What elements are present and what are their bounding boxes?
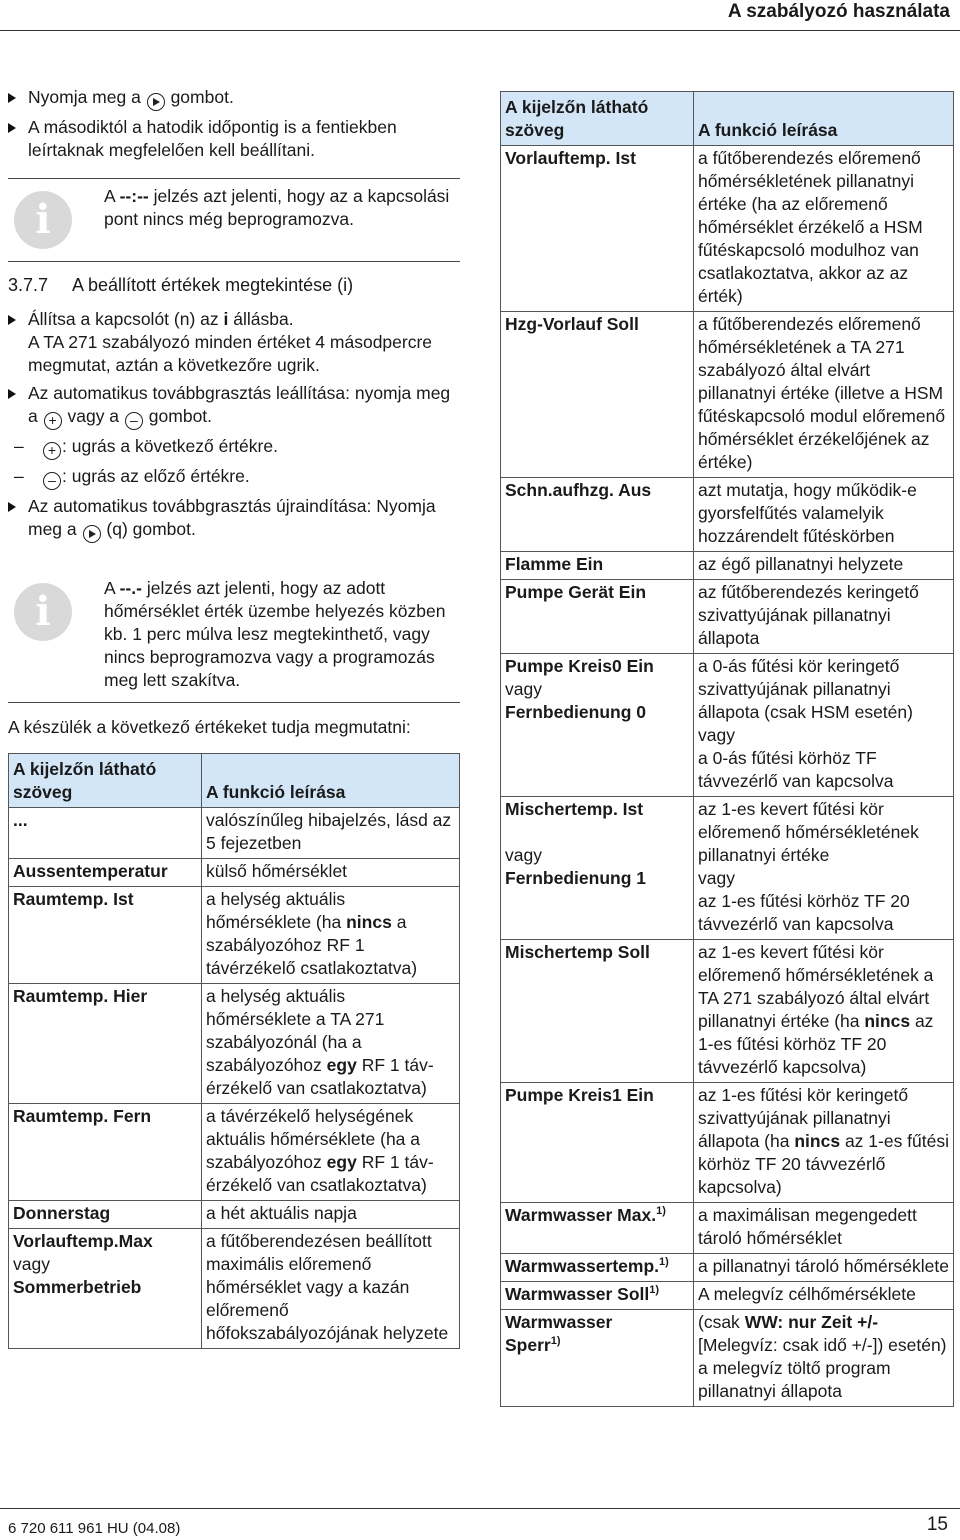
- desc-text: RF 1 táv-érzékelő van csatlakoztatva): [206, 1055, 434, 1098]
- right-column: [500, 91, 954, 1407]
- plus-button-icon: +: [44, 412, 62, 430]
- plus-button-icon: +: [43, 442, 61, 460]
- bullet-text: A TA 271 szabályozó minden értéket 4 másodpercre megmutat, aztán a következőre ugrik.: [28, 332, 433, 375]
- table-key: Flamme Ein: [501, 552, 694, 580]
- table-row: [501, 1282, 954, 1310]
- desc-text: az 1-es fűtési körhöz TF 20 távvezérlő kapcsolva): [698, 1131, 950, 1197]
- section-heading: [8, 274, 460, 297]
- table-desc: a maximálisan megengedett tároló hőmérséklet: [694, 1203, 954, 1254]
- table-row: [501, 312, 954, 478]
- table-desc: [694, 940, 954, 1083]
- info-code: --:--: [119, 186, 149, 206]
- table-header: A funkció leírása: [694, 92, 954, 146]
- table-key: Aussentemperatur: [9, 859, 202, 887]
- bullet-text: gombot.: [170, 87, 234, 107]
- table-header: A kijelzőn látható szöveg: [9, 754, 202, 808]
- minus-button-icon: –: [43, 472, 61, 490]
- table-intro: A készülék a következő értékeket tudja megmutatni:: [8, 717, 411, 737]
- table-key: ...: [9, 808, 202, 859]
- key-text: Warmwasser Soll: [505, 1284, 650, 1304]
- bullet-restart-scroll: [8, 495, 460, 543]
- table-header-row: [9, 754, 460, 808]
- bullet-set-times: A másodiktól a hatodik időpontig is a fentiekben leírtaknak megfelelően kell beállítani.: [8, 116, 460, 162]
- table-desc: az fűtőberendezés keringető szivattyújának pillanatnyi állapota: [694, 580, 954, 654]
- table-row: [501, 654, 954, 797]
- table-key: Mischertemp Soll: [501, 940, 694, 1083]
- table-key: [501, 797, 694, 940]
- desc-text: RF 1 táv-érzékelő van csatlakoztatva): [206, 1152, 434, 1195]
- footnote-mark: 1): [659, 1256, 669, 1269]
- info-icon: i: [14, 583, 72, 641]
- dash-text: : ugrás a következő értékre.: [62, 436, 278, 456]
- table-desc: [202, 887, 460, 984]
- table-key: Hzg-Vorlauf Soll: [501, 312, 694, 478]
- key-text: Sperr: [505, 1335, 551, 1355]
- header-rule: [0, 30, 960, 31]
- desc-text: [Melegvíz: csak idő +/-]) esetén) a melegvíz töltő program pillanatnyi állapota: [698, 1335, 947, 1401]
- play-button-icon: [83, 525, 101, 543]
- page-header-title: A szabályozó használata: [727, 1, 950, 22]
- table-row: [501, 1083, 954, 1203]
- table-desc: [202, 1104, 460, 1201]
- table-desc: [694, 654, 954, 797]
- info-box-not-ready: [8, 565, 460, 703]
- key-text: Mischertemp. Ist: [505, 799, 644, 819]
- table-key: [501, 1203, 694, 1254]
- desc-bold: egy: [326, 1055, 357, 1075]
- table-row: [9, 984, 460, 1104]
- table-key: Pumpe Gerät Ein: [501, 580, 694, 654]
- desc-text: a 0-ás fűtési körhöz TF távvezérlő van kapcsolva: [698, 748, 894, 791]
- table-desc: [694, 1310, 954, 1407]
- document-id: 6 720 611 961 HU (04.08): [8, 1520, 181, 1537]
- bullet-text: Állítsa a kapcsolót (n) az: [28, 309, 219, 329]
- table-key: [501, 654, 694, 797]
- desc-text: (csak: [698, 1312, 740, 1332]
- dash-item-prev: [8, 465, 460, 490]
- table-desc: azt mutatja, hogy működik-e gyorsfelfűtés valamelyik hozzárendelt fűtéskörben: [694, 478, 954, 552]
- dash-item-next: [8, 435, 460, 460]
- table-row: [501, 797, 954, 940]
- info-code: --.-: [119, 578, 142, 598]
- table-row: [9, 1229, 460, 1349]
- desc-text: az 1-es kevert fűtési kör előremenő hőmérsékletének pillanatnyi értéke: [698, 799, 919, 865]
- dash-text: : ugrás az előző értékre.: [62, 466, 250, 486]
- table-desc: [694, 1083, 954, 1203]
- key-text: Sommerbetrieb: [13, 1277, 142, 1297]
- table-desc: a fűtőberendezés előremenő hőmérsékletének pillanatnyi értéke (ha az előremenő hőmérséklet érzékelő a HSM fűtéskapcsoló modulhoz van csatlakoztatva, akkor az az érték): [694, 146, 954, 312]
- footnote-mark: 1): [656, 1205, 666, 1218]
- info-text: jelzés azt jelenti, hogy az adott hőmérséklet érték üzembe helyezés közben kb. 1 perc múlva lesz megtekinthető, vagy nincs beprogramozva vagy a programozás meg lett szakítva.: [104, 578, 446, 690]
- desc-text: az 1-es fűtési körhöz TF 20 távvezérlő kapcsolva): [698, 1011, 934, 1077]
- desc-text: az 1-es fűtési kör keringető szivattyújának pillanatnyi állapota (ha: [698, 1085, 909, 1151]
- table-row: [9, 1104, 460, 1201]
- section-number: 3.7.7: [8, 275, 49, 295]
- table-desc: a pillanatnyi tároló hőmérséklete: [694, 1254, 954, 1282]
- table-desc: a fűtőberendezésen beállított maximális előremenő hőmérséklet vagy a kazán előremenő hőfokszabályozójának helyzete: [202, 1229, 460, 1349]
- table-desc: a fűtőberendezés előremenő hőmérsékletének a TA 271 szabályozó által elvárt pillanatnyi értéke (illetve a HSM fűtéskapcsoló modul előremenő hőmérséklet érzékelőjének az értéke): [694, 312, 954, 478]
- key-text: Warmwasser: [505, 1312, 613, 1332]
- table-desc: [202, 984, 460, 1104]
- key-text: Warmwasser Max.: [505, 1205, 657, 1225]
- table-desc: az égő pillanatnyi helyzete: [694, 552, 954, 580]
- desc-text: a helység aktuális hőmérséklete (ha: [206, 889, 346, 932]
- table-key: Pumpe Kreis1 Ein: [501, 1083, 694, 1203]
- key-or: vagy: [505, 679, 542, 699]
- desc-bold: nincs: [794, 1131, 841, 1151]
- desc-text: a szabályozóhoz RF 1 távérzékelő csatlakoztatva): [206, 912, 418, 978]
- table-key: Schn.aufhzg. Aus: [501, 478, 694, 552]
- table-row: [9, 808, 460, 859]
- footnote-mark: 1): [649, 1284, 660, 1297]
- display-values-table-left: [8, 753, 460, 1349]
- bullet-text: vagy a: [67, 406, 120, 426]
- bullet-text: gombot.: [148, 406, 213, 426]
- bullet-stop-scroll: [8, 382, 460, 430]
- page-number: 15: [926, 1514, 948, 1535]
- key-text: Vorlauftemp.Max: [13, 1231, 153, 1251]
- desc-bold: nincs: [864, 1011, 911, 1031]
- table-header: A funkció leírása: [202, 754, 460, 808]
- switch-position: i: [223, 309, 229, 329]
- bullet-text: állásba.: [233, 309, 294, 329]
- bullet-set-switch: [8, 308, 460, 377]
- desc-text: az 1-es kevert fűtési kör előremenő hőmérsékletének a TA 271 szabályozó által elvárt pillanatnyi értéke (ha: [698, 942, 934, 1031]
- table-key: [501, 1310, 694, 1407]
- table-key: [501, 1282, 694, 1310]
- desc-text: az 1-es fűtési körhöz TF 20 távvezérlő van kapcsolva: [698, 891, 910, 934]
- table-desc: a hét aktuális napja: [202, 1201, 460, 1229]
- table-key: Raumtemp. Hier: [9, 984, 202, 1104]
- table-key: [501, 1254, 694, 1282]
- bullet-text: Nyomja meg a: [28, 87, 141, 107]
- table-row: [501, 1310, 954, 1407]
- desc-bold: nincs: [346, 912, 392, 932]
- bullet-text: Az automatikus továbbgrasztás újraindítása: Nyomja meg a: [28, 496, 436, 539]
- info-box-unprogrammed: [8, 178, 460, 262]
- desc-text: a 0-ás fűtési kör keringető szivattyújának pillanatnyi állapota (csak HSM esetén): [698, 656, 913, 722]
- desc-or: vagy: [698, 868, 735, 888]
- info-text: A: [104, 186, 115, 206]
- key-text: Fernbedienung 1: [505, 868, 646, 888]
- bullet-text: (q) gombot.: [106, 519, 196, 539]
- section-title: A beállított értékek megtekintése (i): [72, 275, 354, 295]
- minus-button-icon: –: [125, 412, 143, 430]
- table-key: Raumtemp. Fern: [9, 1104, 202, 1201]
- desc-text: a helység aktuális hőmérséklete a TA 271 szabályozónál (ha a szabályozóhoz: [206, 986, 385, 1075]
- table-header-row: [501, 92, 954, 146]
- footer-rule: [0, 1508, 960, 1509]
- table-key: Donnerstag: [9, 1201, 202, 1229]
- table-row: [501, 478, 954, 552]
- table-row: [501, 940, 954, 1083]
- table-row: [501, 580, 954, 654]
- display-values-table-right: [500, 91, 954, 1407]
- table-desc: külső hőmérséklet: [202, 859, 460, 887]
- info-text: jelzés azt jelenti, hogy az a kapcsolási pont nincs még beprogramozva.: [104, 186, 450, 229]
- key-text: Warmwassertemp.: [505, 1256, 659, 1276]
- desc-text: a távérzékelő helységének aktuális hőmérséklete (ha a szabályozóhoz: [206, 1106, 420, 1172]
- play-button-icon: [147, 93, 165, 111]
- table-row: [501, 1203, 954, 1254]
- table-desc: valószínűleg hibajelzés, lásd az 5 fejezetben: [202, 808, 460, 859]
- table-header: A kijelzőn látható szöveg: [501, 92, 694, 146]
- desc-or: vagy: [698, 725, 735, 745]
- desc-bold: WW: nur Zeit +/-: [744, 1312, 879, 1332]
- table-key: [9, 1229, 202, 1349]
- table-row: [9, 1201, 460, 1229]
- table-row: [9, 859, 460, 887]
- bullet-text: Az automatikus továbbgrasztás leállítása: nyomja meg a: [28, 383, 451, 426]
- info-text: A: [104, 578, 115, 598]
- table-row: [501, 1254, 954, 1282]
- info-icon: i: [14, 191, 72, 249]
- table-row: [9, 887, 460, 984]
- table-desc: [694, 797, 954, 940]
- bullet-press-play: [8, 86, 460, 111]
- table-key: Vorlauftemp. Ist: [501, 146, 694, 312]
- key-or: vagy: [505, 845, 542, 865]
- footnote-mark: 1): [550, 1335, 561, 1348]
- desc-bold: egy: [326, 1152, 357, 1172]
- key-or: vagy: [13, 1254, 50, 1274]
- table-key: Raumtemp. Ist: [9, 887, 202, 984]
- table-desc: A melegvíz célhőmérséklete: [694, 1282, 954, 1310]
- table-row: [501, 552, 954, 580]
- key-text: Pumpe Kreis0 Ein: [505, 656, 654, 676]
- table-row: [501, 146, 954, 312]
- left-column: [8, 86, 460, 1349]
- key-text: Fernbedienung 0: [505, 702, 646, 722]
